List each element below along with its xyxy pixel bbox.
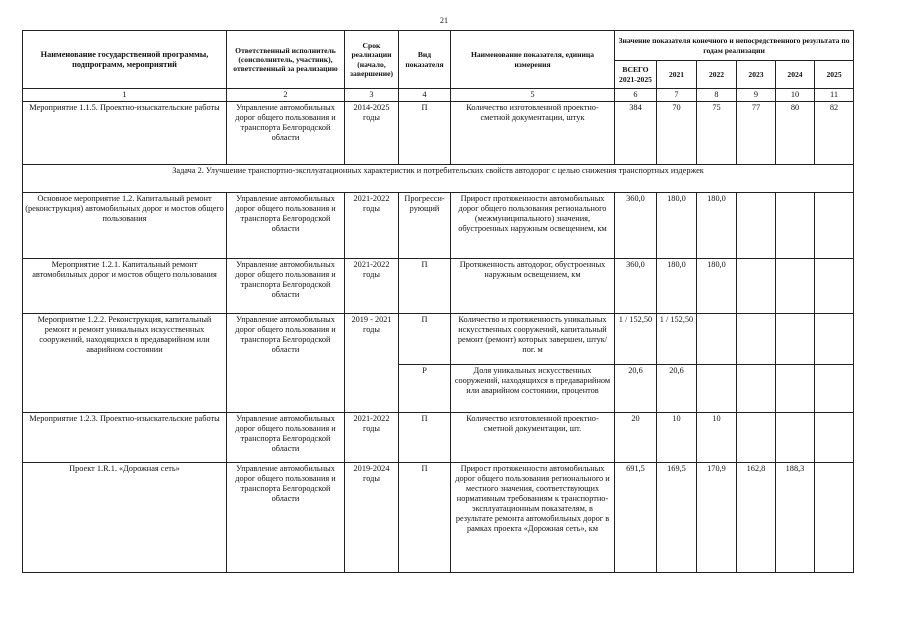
row-value: 20	[615, 412, 657, 462]
row-value	[815, 313, 854, 364]
table-row	[23, 258, 854, 313]
row-value	[776, 313, 815, 364]
header-kind: Вид показателя	[399, 31, 451, 89]
row-value: 188,3	[776, 462, 815, 572]
row-value	[737, 364, 776, 412]
row-value: 82	[815, 101, 854, 164]
row-kind: П	[399, 313, 451, 364]
row-executor: Управление автомобильных дорог общего пользования и транспорта Белгородской области	[227, 412, 345, 462]
row-indicator: Прирост протяженности автомобильных дорог общего пользования регионального (межмуниципального) значения, обустроенных наружным освещением, км	[451, 192, 615, 258]
row-executor: Управление автомобильных дорог общего пользования и транспорта Белгородской области	[227, 313, 345, 412]
row-value	[815, 364, 854, 412]
row-value	[776, 412, 815, 462]
column-number: 11	[815, 89, 854, 102]
header-year: 2025	[815, 61, 854, 89]
table-row	[23, 412, 854, 462]
row-value: 80	[776, 101, 815, 164]
row-value	[815, 258, 854, 313]
row-indicator: Протяженность автодорог, обустроенных наружным освещением, км	[451, 258, 615, 313]
row-value: 180,0	[657, 192, 697, 258]
row-name: Мероприятие 1.2.3. Проектно-изыскательские работы	[23, 412, 227, 462]
row-kind: П	[399, 412, 451, 462]
row-value: 180,0	[697, 192, 737, 258]
row-value	[815, 192, 854, 258]
header-total: ВСЕГО 2021-2025	[615, 61, 657, 89]
row-value: 180,0	[657, 258, 697, 313]
row-value: 10	[657, 412, 697, 462]
page-number: 21	[440, 16, 448, 25]
row-term: 2021-2022 годы	[345, 412, 399, 462]
row-executor: Управление автомобильных дорог общего пользования и транспорта Белгородской области	[227, 462, 345, 572]
row-indicator: Доля уникальных искусственных сооружений, находящихся в предаварийном или аварийном состоянии, процентов	[451, 364, 615, 412]
row-kind: П	[399, 462, 451, 572]
row-indicator: Прирост протяженности автомобильных дорог общего пользования регионального и местного значения, соответствующих нормативным требованиям к транспортно-эксплуатационным показателям, в результате ремонта автомобильных дорог в рамках проекта «Дорожная сеть», км	[451, 462, 615, 572]
column-number: 8	[697, 89, 737, 102]
row-indicator: Количество изготовленной проектно-сметной документации, штук	[451, 101, 615, 164]
row-kind: П	[399, 258, 451, 313]
header-indicator: Наименование показателя, единица измерения	[451, 31, 615, 89]
header-year: 2022	[697, 61, 737, 89]
table-row	[23, 462, 854, 572]
row-value: 75	[697, 101, 737, 164]
row-value	[815, 412, 854, 462]
row-value: 169,5	[657, 462, 697, 572]
row-value: 1 / 152,50	[657, 313, 697, 364]
header-executor: Ответственный исполнитель (соисполнитель, участник), ответственный за реализацию	[227, 31, 345, 89]
row-value	[737, 258, 776, 313]
row-value: 20,6	[615, 364, 657, 412]
row-value: 384	[615, 101, 657, 164]
header-year: 2021	[657, 61, 697, 89]
column-number: 4	[399, 89, 451, 102]
row-executor: Управление автомобильных дорог общего пользования и транспорта Белгородской области	[227, 258, 345, 313]
row-indicator: Количество изготовленной проектно-сметной документации, шт.	[451, 412, 615, 462]
column-number: 3	[345, 89, 399, 102]
row-value	[776, 258, 815, 313]
column-number: 6	[615, 89, 657, 102]
row-executor: Управление автомобильных дорог общего пользования и транспорта Белгородской области	[227, 192, 345, 258]
row-term: 2021-2022 годы	[345, 258, 399, 313]
header-year: 2023	[737, 61, 776, 89]
row-value: 162,8	[737, 462, 776, 572]
row-value: 170,9	[697, 462, 737, 572]
column-number: 7	[657, 89, 697, 102]
row-executor: Управление автомобильных дорог общего пользования и транспорта Белгородской области	[227, 101, 345, 164]
row-value: 1 / 152,50	[615, 313, 657, 364]
row-value	[697, 364, 737, 412]
table-row	[23, 192, 854, 258]
row-term: 2019-2024 годы	[345, 462, 399, 572]
row-name: Мероприятие 1.2.2. Реконструкция, капитальный ремонт и ремонт уникальных искусственных сооружений, находящихся в предаварийном или аварийном состоянии	[23, 313, 227, 412]
task-heading: Задача 2. Улучшение транспортно-эксплуатационных характеристик и потребительских свойств автодорог с целью снижения транспортных издержек	[23, 164, 854, 192]
row-value	[737, 192, 776, 258]
row-value	[697, 313, 737, 364]
header-term: Срок реализации (начало, завершение)	[345, 31, 399, 89]
row-value: 20,6	[657, 364, 697, 412]
row-value: 70	[657, 101, 697, 164]
row-name: Проект 1.R.1. «Дорожная сеть»	[23, 462, 227, 572]
row-name: Основное мероприятие 1.2. Капитальный ремонт (реконструкция) автомобильных дорог и мостов общего пользования	[23, 192, 227, 258]
row-term: 2014-2025 годы	[345, 101, 399, 164]
row-kind: П	[399, 101, 451, 164]
program-table	[22, 30, 854, 573]
header-name: Наименование государственной программы, подпрограмм, мероприятий	[23, 31, 227, 89]
row-kind: Прогресси-рующий	[399, 192, 451, 258]
table-row	[23, 101, 854, 164]
table-row	[23, 313, 854, 364]
row-value: 360,0	[615, 258, 657, 313]
row-value: 360,0	[615, 192, 657, 258]
row-indicator: Количество и протяженность уникальных искусственных сооружений, капитальный ремонт (ремонт) которых завершен, штук/пог. м	[451, 313, 615, 364]
column-number: 1	[23, 89, 227, 102]
row-term: 2019 - 2021 годы	[345, 313, 399, 412]
column-number: 2	[227, 89, 345, 102]
row-name: Мероприятие 1.1.5. Проектно-изыскательские работы	[23, 101, 227, 164]
column-number: 10	[776, 89, 815, 102]
column-number: 9	[737, 89, 776, 102]
row-kind: Р	[399, 364, 451, 412]
row-value: 180,0	[697, 258, 737, 313]
row-value: 77	[737, 101, 776, 164]
row-value: 691,5	[615, 462, 657, 572]
row-value	[737, 313, 776, 364]
row-value	[737, 412, 776, 462]
row-name: Мероприятие 1.2.1. Капитальный ремонт автомобильных дорог и мостов общего пользования	[23, 258, 227, 313]
header-year: 2024	[776, 61, 815, 89]
row-value	[776, 364, 815, 412]
row-term: 2021-2022 годы	[345, 192, 399, 258]
column-number: 5	[451, 89, 615, 102]
row-value: 10	[697, 412, 737, 462]
row-value	[815, 462, 854, 572]
header-value-group: Значение показателя конечного и непосредственного результата по годам реализации	[615, 31, 854, 61]
row-value	[776, 192, 815, 258]
